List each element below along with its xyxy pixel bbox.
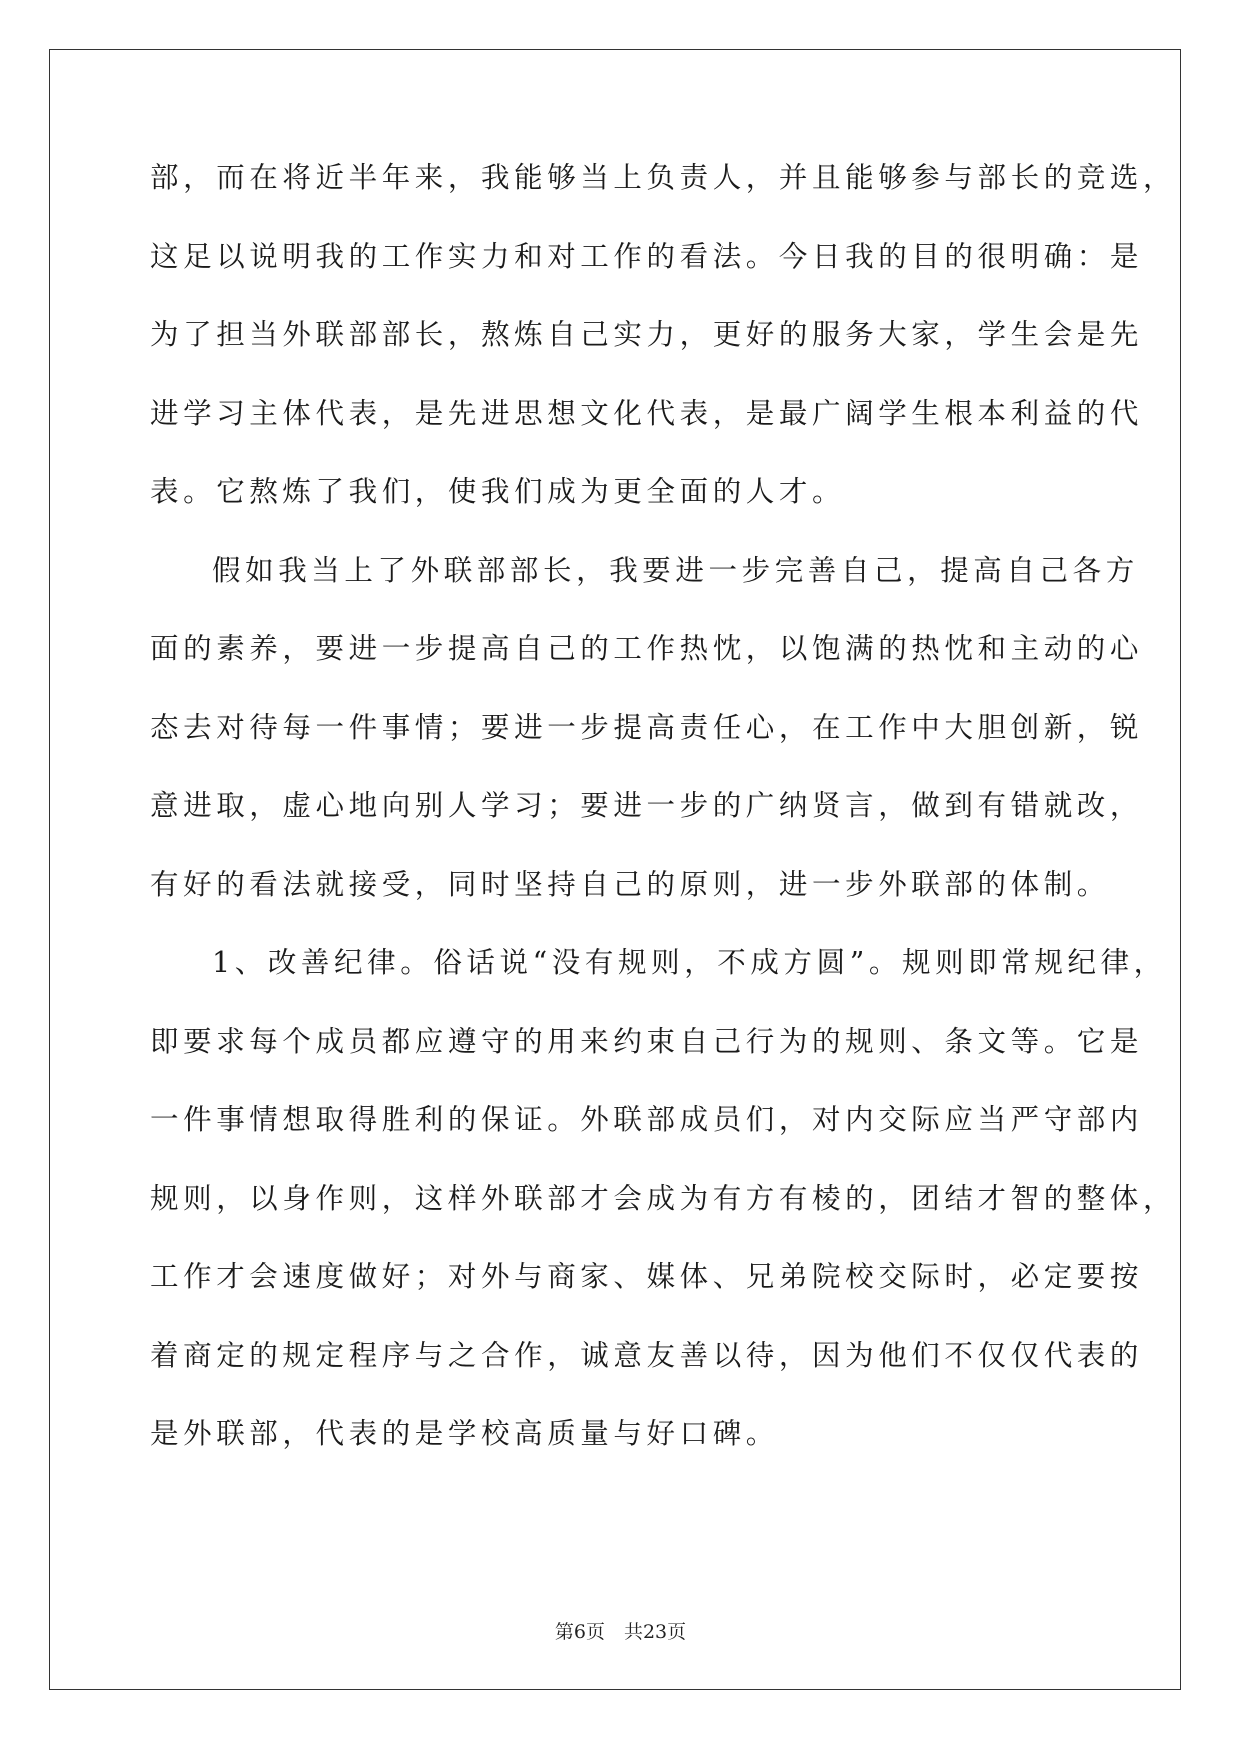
text-line-11: 1、改善纪律。俗话说“没有规则，不成方圆”。规则即常规纪律， (212, 946, 1167, 979)
text-line-14: 规则，以身作则，这样外联部才会成为有方有棱的，团结才智的整体， (150, 1181, 1177, 1215)
text-line-9: 意进取，虚心地向别人学习；要进一步的广纳贤言，做到有错就改， (150, 789, 1144, 822)
text-line-15: 工作才会速度做好；对外与商家、媒体、兄弟院校交际时，必定要按 (150, 1260, 1144, 1293)
text-line-6: 假如我当上了外联部部长，我要进一步完善自己，提高自己各方 (212, 553, 1139, 587)
text-line-17: 是外联部，代表的是学校高质量与好口碑。 (150, 1417, 779, 1450)
text-line-5: 表。它熬炼了我们，使我们成为更全面的人才。 (150, 475, 846, 508)
document-body (150, 148, 1177, 1483)
text-line-16: 着商定的规定程序与之合作，诚意友善以待，因为他们不仅仅代表的 (150, 1338, 1144, 1372)
text-line-1: 部，而在将近半年来，我能够当上负责人，并且能够参与部长的竞选， (150, 161, 1177, 194)
text-line-13: 一件事情想取得胜利的保证。外联部成员们，对内交际应当严守部内 (150, 1103, 1144, 1136)
text-line-12: 即要求每个成员都应遵守的用来约束自己行为的规则、条文等。它是 (150, 1024, 1144, 1058)
text-line-2: 这足以说明我的工作实力和对工作的看法。今日我的目的很明确：是 (150, 239, 1144, 273)
text-line-7: 面的素养，要进一步提高自己的工作热忱，以饱满的热忱和主动的心 (150, 632, 1144, 665)
text-line-3: 为了担当外联部部长，熬炼自己实力，更好的服务大家，学生会是先 (150, 318, 1144, 351)
text-line-8: 态去对待每一件事情；要进一步提高责任心，在工作中大胆创新，锐 (150, 710, 1144, 744)
page-number-footer: 第6页 共23页 (554, 1621, 687, 1643)
text-line-4: 进学习主体代表，是先进思想文化代表，是最广阔学生根本利益的代 (150, 396, 1144, 430)
text-line-10: 有好的看法就接受，同时坚持自己的原则，进一步外联部的体制。 (150, 867, 1110, 901)
